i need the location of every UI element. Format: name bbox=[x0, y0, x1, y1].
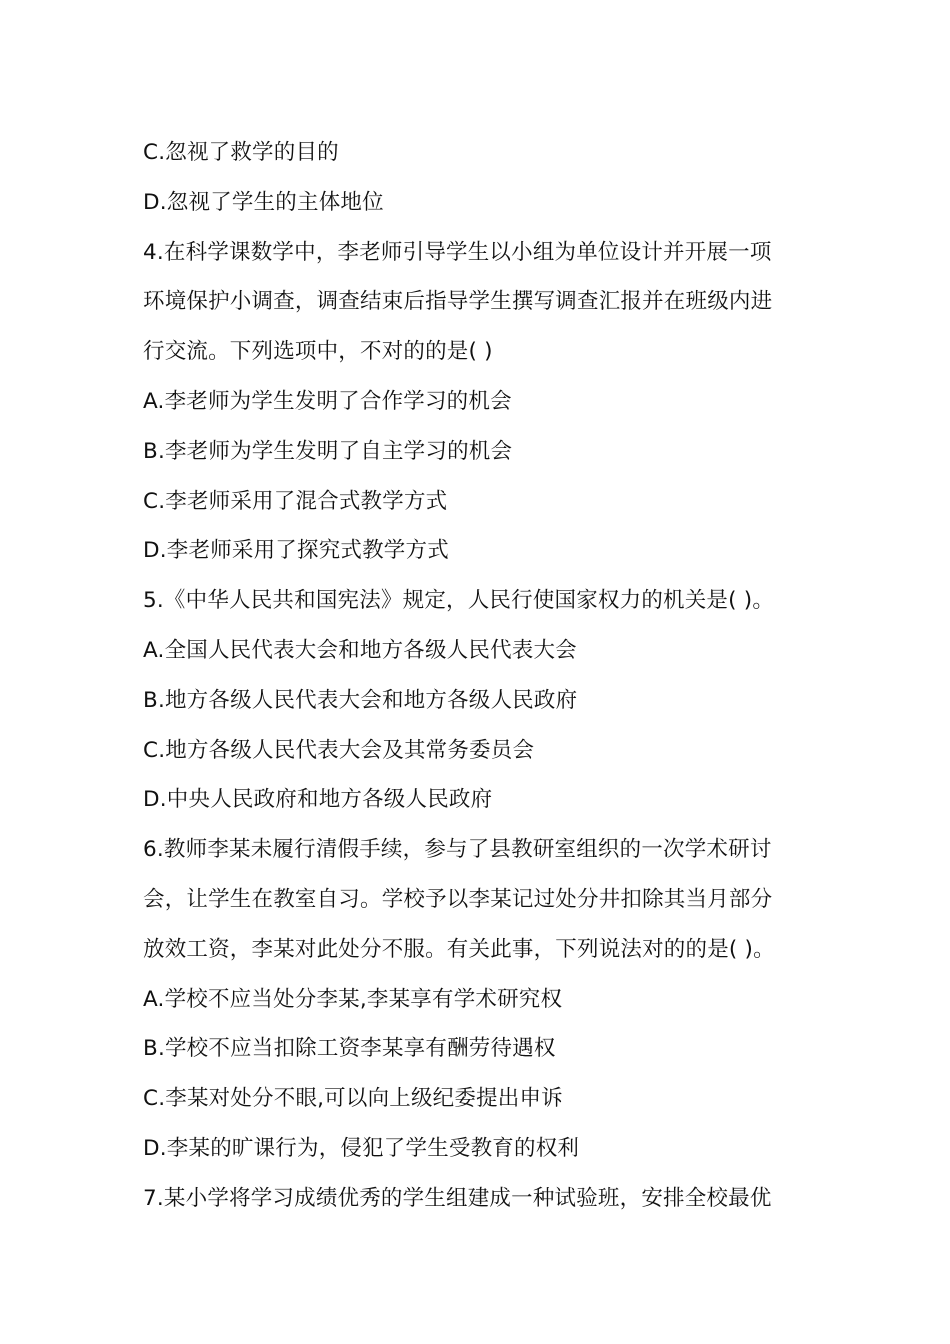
option-5c: C.地方各级人民代表大会及其常务委员会 bbox=[143, 737, 535, 763]
question-6-line-1: 6.教师李某未履行清假手续，参与了县教研室组织的一次学术研讨 bbox=[143, 837, 772, 863]
option-6a: A.学校不应当处分李某,李某享有学术研究权 bbox=[143, 986, 563, 1012]
question-7-line-1: 7.某小学将学习成绩优秀的学生组建成一种试验班，安排全校最优 bbox=[143, 1185, 772, 1211]
option-6b: B.学校不应当扣除工资李某享有酬劳待遇权 bbox=[143, 1036, 556, 1062]
option-3c: C.忽视了救学的目的 bbox=[143, 140, 339, 165]
option-6c: C.李某对处分不眼,可以向上级纪委提出申诉 bbox=[143, 1086, 563, 1112]
question-6-line-3: 放效工资，李某对此处分不服。有关此事，下列说法对的的是( )。 bbox=[143, 936, 775, 962]
option-5d: D.中央人民政府和地方各级人民政府 bbox=[143, 787, 493, 813]
question-4-line-1: 4.在科学课数学中，李老师引导学生以小组为单位设计并开展一项 bbox=[143, 239, 772, 265]
option-3d: D.忽视了学生的主体地位 bbox=[143, 189, 384, 215]
question-4-line-3: 行交流。下列选项中，不对的的是( ) bbox=[143, 339, 493, 365]
question-5: 5.《中华人民共和国宪法》规定，人民行使国家权力的机关是( )。 bbox=[143, 588, 775, 614]
document-body bbox=[143, 128, 813, 1224]
option-4b: B.李老师为学生发明了自主学习的机会 bbox=[143, 438, 513, 464]
option-5a: A.全国人民代表大会和地方各级人民代表大会 bbox=[143, 637, 577, 663]
option-4d: D.李老师采用了探究式教学方式 bbox=[143, 538, 449, 564]
question-6-line-2: 会，让学生在教室自习。学校予以李某记过处分井扣除其当月部分 bbox=[143, 886, 773, 912]
option-6d: D.李某的旷课行为，侵犯了学生受教育的权利 bbox=[143, 1135, 580, 1161]
option-5b: B.地方各级人民代表大会和地方各级人民政府 bbox=[143, 687, 578, 713]
option-4a: A.李老师为学生发明了合作学习的机会 bbox=[143, 388, 512, 414]
question-4-line-2: 环境保护小调查，调查结束后指导学生撰写调查汇报并在班级内进 bbox=[143, 289, 773, 315]
option-4c: C.李老师采用了混合式教学方式 bbox=[143, 488, 448, 514]
